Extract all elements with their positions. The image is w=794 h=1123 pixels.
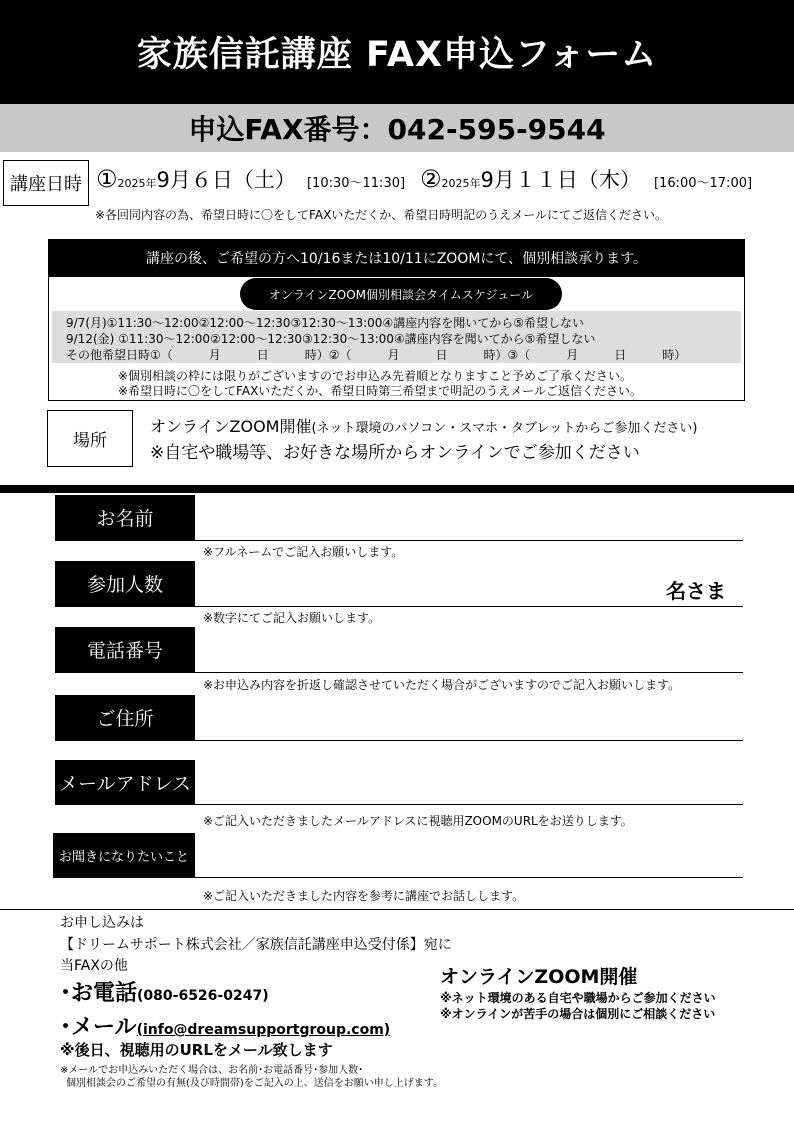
email-field[interactable] [55,804,743,805]
session-1-date: 9月６日（土） [156,168,296,192]
name-field[interactable] [55,540,743,541]
venue-line-2: ※自宅や職場等、お好きな場所からオンラインでご参加ください [150,443,640,463]
address-label: ご住所 [55,695,195,740]
online-note-2: ※オンラインが苦手の場合は個別にご相談ください [440,1007,716,1021]
phone-field[interactable] [55,672,743,673]
session-option-2[interactable] [420,164,752,194]
participants-suffix: 名さま [666,579,726,603]
question-note: ※ご記入いただきました内容を参考に講座でお話しします。 [203,889,525,903]
footer-intro-3: 当FAXの他 [60,958,128,974]
name-label: お名前 [55,495,195,540]
phone-note: ※お申込み内容を折返し確認させていただく場合がございますのでご記入お願いします。 [203,678,681,692]
footer-phone-label: ･お電話 [60,981,138,1006]
name-note: ※フルネームでご記入お願いします。 [203,545,404,559]
footer-intro-2: 【ドリームサポート株式会社／家族信託講座申込受付係】宛に [60,937,452,953]
venue-sub: (ネット環境のパソコン・スマホ・タブレットからご参加ください) [311,421,698,436]
session-1-number: ① [96,165,118,193]
consult-row-1[interactable]: 9/7(月)①11:30〜12:00②12:00〜12:30③12:30〜13:00④講座内容を聞いてから⑤希望しない [66,316,584,330]
consult-note-1: ※個別相談の枠には限りがございますのでお申込み先着順となりますこと予めご了承ください。 [118,369,633,383]
schedule-label-text: 講座日時 [10,174,82,195]
footer-phone [60,976,269,1007]
schedule-note: ※各回同内容の為、希望日時に〇をしてFAXいただくか、希望日時明記のうえメールにてご返信ください。 [95,208,668,222]
consultation-header: 講座の後、ご希望の方へ10/16または10/11にZOOMにて、個別相談承ります。 [48,239,745,277]
session-1-time: [10:30〜11:30] [306,176,406,191]
footer-divider [0,909,794,910]
session-2-number: ② [420,165,442,193]
question-field[interactable] [53,877,743,878]
online-note-1: ※ネット環境のある自宅や職場からご参加ください [440,991,716,1005]
email-note: ※ご記入いただきましたメールアドレスに視聴用ZOOMのURLをお送りします。 [203,814,633,828]
session-2-date: 9月１１日（木） [480,168,641,192]
footer-url-note: ※後日、視聴用のURLをメール致します [60,1041,333,1059]
schedule-pill: オンラインZOOM個別相談会タイムスケジュール [240,278,562,310]
section-divider [0,485,794,493]
email-label: メールアドレス [55,760,195,805]
fax-number-banner: 申込FAX番号：042-595-9544 [0,104,794,152]
address-field[interactable] [55,740,743,741]
venue-line-1 [150,414,697,437]
online-title: オンラインZOOM開催 [440,966,638,988]
page-title: 家族信託講座 FAX申込フォーム [0,0,794,104]
consult-note-2: ※希望日時に〇をしてFAXいただくか、希望日時第三希望まで明記のうえメールご返信ください。 [118,384,643,398]
participants-note: ※数字にてご記入お願いします。 [203,611,381,625]
phone-label: 電話番号 [55,627,195,672]
footer-mail-value[interactable]: (info@dreamsupportgroup.com) [136,1022,391,1038]
session-1-year: 2025年 [117,177,157,190]
footer-mail-label: ･メール [60,1015,137,1040]
venue-label-text: 場所 [73,431,107,451]
venue-main: オンラインZOOM開催 [150,417,312,436]
schedule-label [3,160,89,206]
venue-label [47,410,133,467]
question-label: お聞きになりたいこと [53,833,195,878]
footer-mail [60,1010,390,1041]
footer-small-1: ※メールでお申込みいただく場合は、お名前･お電話番号･参加人数･ [60,1065,364,1076]
session-option-1[interactable] [96,164,405,194]
footer-phone-value[interactable]: (080-6526-0247) [137,988,269,1004]
consult-row-2[interactable]: 9/12(金) ①11:30〜12:00②12:00〜12:30③12:30〜13:00④講座内容を聞いてから⑤希望しない [66,332,596,346]
footer-small-2: 個別相談会のご希望の有無(及び時間帯)をご記入の上、送信をお願い申し上げます。 [66,1078,444,1089]
session-2-time: [16:00〜17:00] [653,176,753,191]
participants-field[interactable] [55,606,743,607]
consult-row-other[interactable]: その他希望日時①（ 月 日 時）②（ 月 日 時）③（ 月 日 時） [66,348,687,362]
session-2-year: 2025年 [441,177,481,190]
participants-label: 参加人数 [55,561,195,606]
footer-intro-1: お申し込みは [60,915,144,931]
